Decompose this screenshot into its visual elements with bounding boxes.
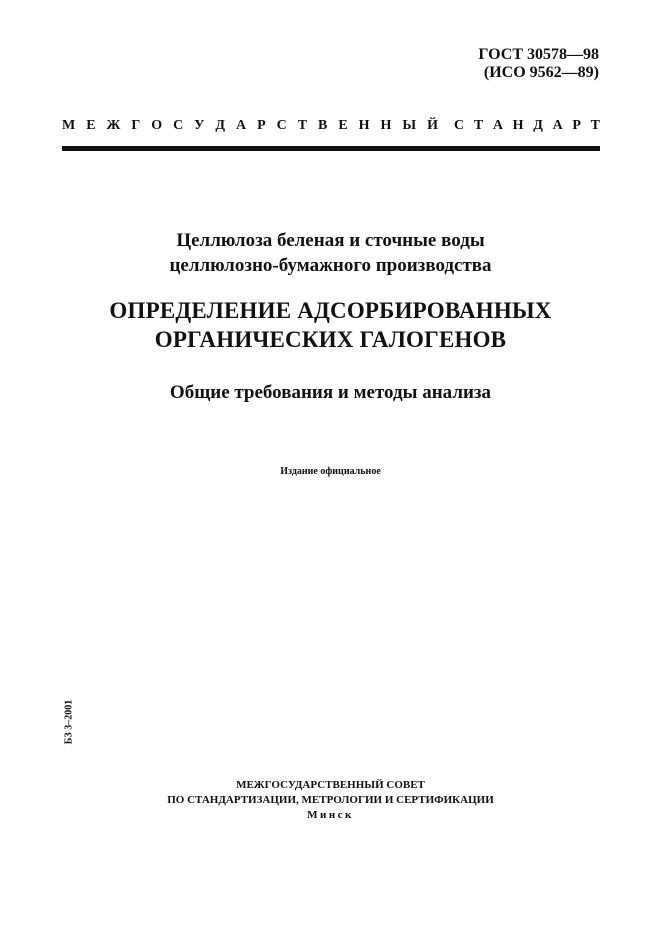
standard-type-banner <box>62 118 600 134</box>
header-rule <box>62 146 600 151</box>
publisher-line-2: ПО СТАНДАРТИЗАЦИИ, МЕТРОЛОГИИ И СЕРТИФИКАЦИИ <box>167 794 494 806</box>
standard-designation <box>478 46 599 82</box>
banner-word-interstate: М Е Ж Г О С У Д А Р С Т В Е Н Н Ы Й <box>62 118 438 133</box>
edition-note: Издание официальное <box>280 466 381 477</box>
publisher-block <box>0 778 661 823</box>
document-section-title: Общие требования и методы анализа <box>169 382 492 403</box>
publisher-city: Минск <box>307 809 354 821</box>
document-title <box>0 296 661 354</box>
subtitle-line-2: целлюлозно-бумажного производства <box>169 255 492 276</box>
title-line-2: ОРГАНИЧЕСКИХ ГАЛОГЕНОВ <box>154 327 507 352</box>
gost-number: ГОСТ 30578—98 <box>478 46 599 63</box>
banner-word-standard: С Т А Н Д А Р Т <box>454 118 600 133</box>
subtitle-line-1: Целлюлоза беленая и сточные воды <box>176 230 485 251</box>
side-stamp <box>62 692 76 752</box>
document-subtitle <box>0 228 661 278</box>
side-stamp-text: БЗ 3–2001 <box>63 699 75 745</box>
title-line-1: ОПРЕДЕЛЕНИЕ АДСОРБИРОВАННЫХ <box>109 298 552 323</box>
iso-number: (ИСО 9562—89) <box>483 64 599 81</box>
publisher-line-1: МЕЖГОСУДАРСТВЕННЫЙ СОВЕТ <box>236 779 425 791</box>
